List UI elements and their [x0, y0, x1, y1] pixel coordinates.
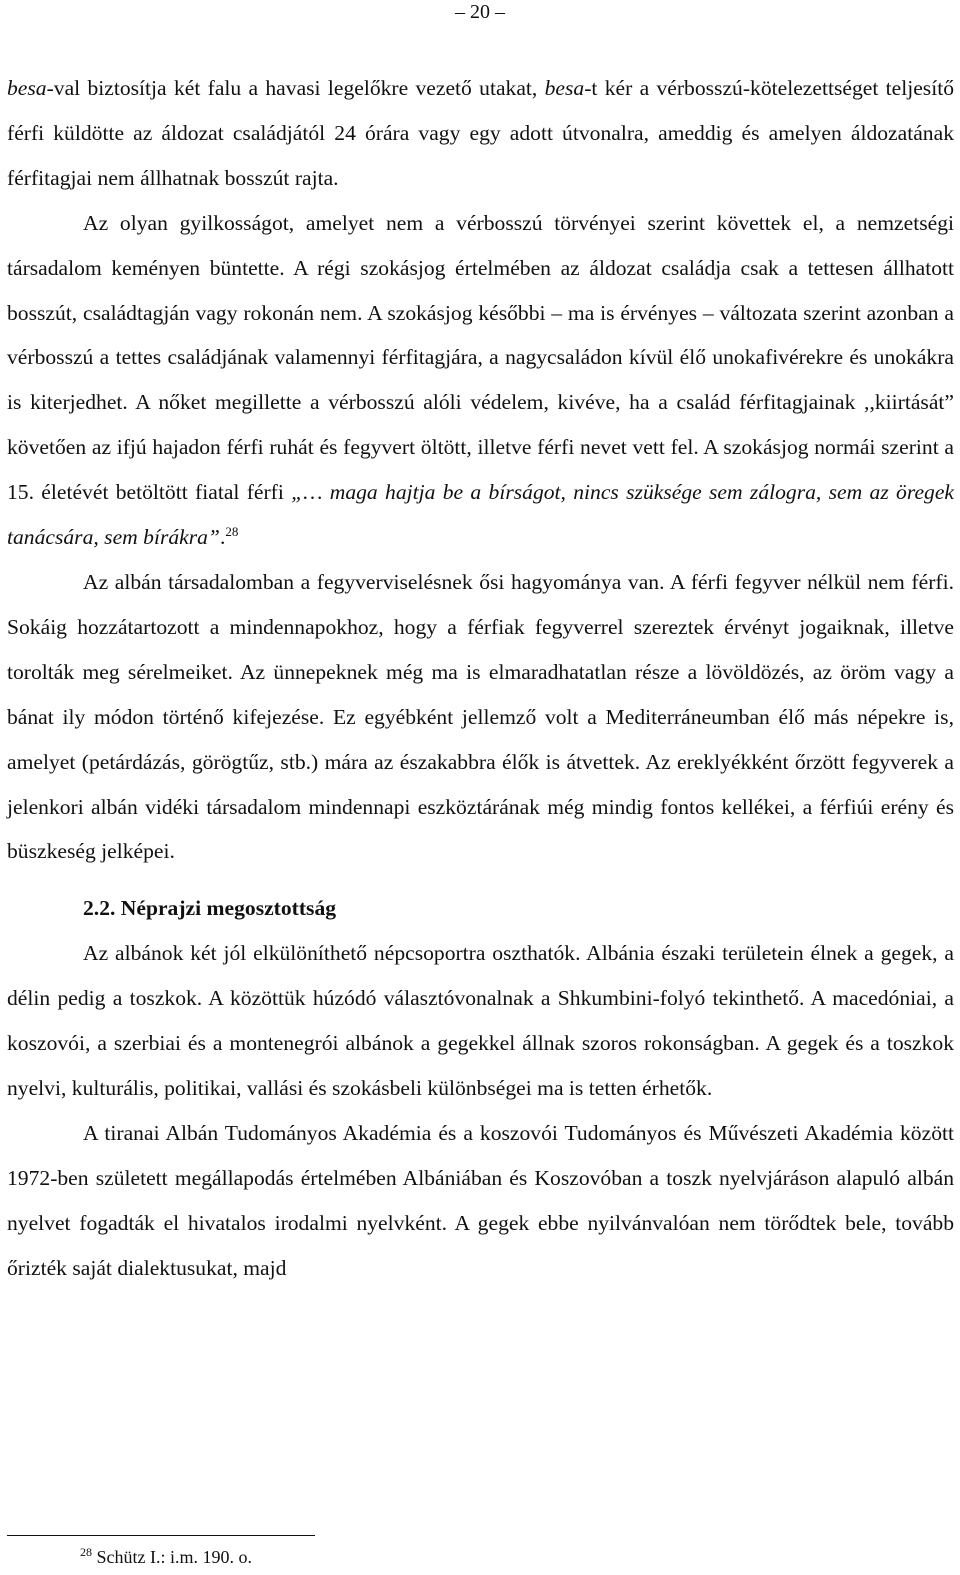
paragraph-ethnic-groups — [7, 931, 954, 1111]
footnote-divider — [7, 1535, 315, 1536]
term-besa: besa — [544, 76, 585, 100]
paragraph-text: Az olyan gyilkosságot, amelyet nem a vérbosszú törvényei szerint követtek el, a nemzetségi társadalom keményen büntette. A régi szokásjog értelmében az áldozat családja csak a tettesen állhatott bosszút, családtagján vagy rokonán nem. A szokásjog későbbi – ma is érvényes – változata szerint azonban a vérbosszú a tettes családjának valamennyi férfitagjára, a nagycsaládon kívül élő unokafivérekre és unokákra is kiterjedhet. A nőket megillette a vérbosszú alóli védelem, kivéve, ha a család férfitagjainak ,,kiirtását” követően az ifjú hajadon férfi ruhát és fegyvert öltött, illetve férfi nevet vett fel. A szokásjog normái szerint a 15. életévét betöltött fiatal férfi — [7, 210, 954, 505]
footnote-reference: 28 — [225, 523, 239, 539]
footnote-text: Schütz I.: i.m. 190. o. — [96, 1547, 252, 1567]
paragraph-text: A tiranai Albán Tudományos Akadémia és a koszovói Tudományos és Művészeti Akadémia között 1972-ben született megállapodás értelmében Albániában és Koszovóban a toszk nyelvjáráson alapuló albán nyelvet fogadták el hivatalos irodalmi nyelvként. A gegek ebbe nyilvánvalóan nem törődtek bele, tovább őrizték saját dialektusukat, majd — [7, 1120, 954, 1280]
paragraph-blood-feud — [7, 201, 954, 560]
paragraph-besa — [7, 66, 954, 201]
paragraph-text: Az albán társadalomban a fegyverviselésnek ősi hagyománya van. A férfi fegyver nélkül nem férfi. Sokáig hozzátartozott a mindennapokhoz, hogy a férfiak fegyverrel szereztek érvényt jogaiknak, illetve torolták meg sérelmeiket. Az ünnepeknek még ma is elmaradhatatlan része a lövöldözés, az öröm vagy a bánat ily módon történő kifejezése. Ez egyébként jellemző volt a Mediterráneumban élő más népekre is, amelyet (petárdázás, görögtűz, stb.) mára az északabbra élők is átvettek. Az ereklyékként őrzött fegyverek a jelenkori albán vidéki társadalom mindennapi eszköztárának még mindig fontos kellékei, a férfiúi erény és büszkeség jelképei. — [7, 569, 954, 864]
footnote-number: 28 — [80, 1545, 92, 1559]
section-heading: 2.2. Néprajzi megosztottság — [83, 896, 337, 921]
main-text — [7, 66, 954, 1290]
term-besa: besa — [7, 76, 47, 100]
paragraph-weapons — [7, 560, 954, 874]
paragraph-text: . — [219, 525, 226, 550]
paragraph-text: -val biztosítja két falu a havasi legelőkre vezető utakat, — [46, 76, 545, 100]
paragraph-text: Az albánok két jól elkülöníthető népcsoportra oszthatók. Albánia északi területein élnek a gegek, a délin pedig a toszkok. A közöttük húzódó választóvonalnak a Shkumbini-folyó tekinthető. A macedóniai, a koszovói, a szerbiai és a montenegrói albánok a gegekkel állnak szoros rokonságban. A gegek és a toszkok nyelvi, kulturális, politikai, vallási és szokásbeli különbségei ma is tetten érhetők. — [7, 941, 954, 1100]
paragraph-language — [7, 1111, 954, 1291]
quotation: „… maga hajtja be a bírságot, nincs szüksége sem zálogra, sem az öregek tanácsára, sem bírákra” — [7, 480, 954, 550]
footnote — [80, 1544, 252, 1570]
paragraph-text: -t kér a vérbosszú-kötelezettséget teljesítő férfi küldötte az áldozat családjától 24 órára vagy egy adott útvonalra, ameddig és amelyen áldozatának férfitagjai nem állhatnak bosszút rajta. — [7, 76, 954, 190]
page-number: – 20 – — [455, 1, 505, 23]
